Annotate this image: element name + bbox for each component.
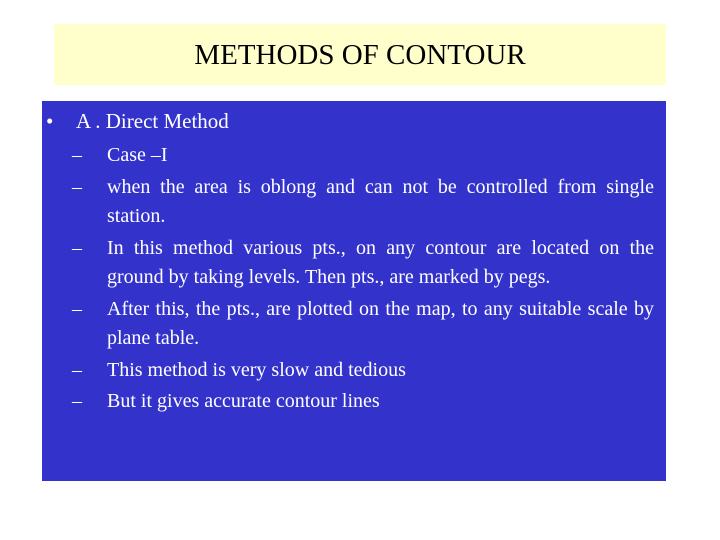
dash-icon: –	[72, 175, 82, 198]
slide-title: METHODS OF CONTOUR	[194, 39, 526, 71]
sub-bullet-item	[42, 387, 666, 417]
dash-icon: –	[72, 297, 82, 320]
sub-bullet-item	[42, 356, 666, 386]
dash-icon: –	[72, 390, 82, 412]
sub-bullet-text: But it gives accurate contour lines	[107, 390, 380, 412]
sub-bullet-text: when the area is oblong and can not be controlled from single station.	[107, 175, 654, 227]
sub-bullet-item	[42, 141, 666, 171]
sub-bullet-text: After this, the pts., are plotted on the map, to any suitable scale by plane table.	[107, 297, 654, 349]
sub-bullet-text: This method is very slow and tedious	[107, 358, 406, 381]
slide-title-box	[54, 24, 666, 85]
sub-bullet-list	[42, 141, 666, 419]
dash-icon: –	[72, 236, 82, 259]
main-bullet-text: A . Direct Method	[76, 109, 229, 133]
bullet-dot-icon: •	[46, 109, 54, 133]
sub-bullet-text: In this method various pts., on any contour are located on the ground by taking levels. Then pts., are marked by pegs.	[107, 236, 654, 288]
slide-content-box	[42, 101, 666, 481]
sub-bullet-text: Case –I	[107, 144, 168, 166]
sub-bullet-item	[42, 295, 666, 354]
sub-bullet-item	[42, 173, 666, 232]
dash-icon: –	[72, 144, 82, 166]
sub-bullet-item	[42, 234, 666, 293]
dash-icon: –	[72, 358, 82, 381]
